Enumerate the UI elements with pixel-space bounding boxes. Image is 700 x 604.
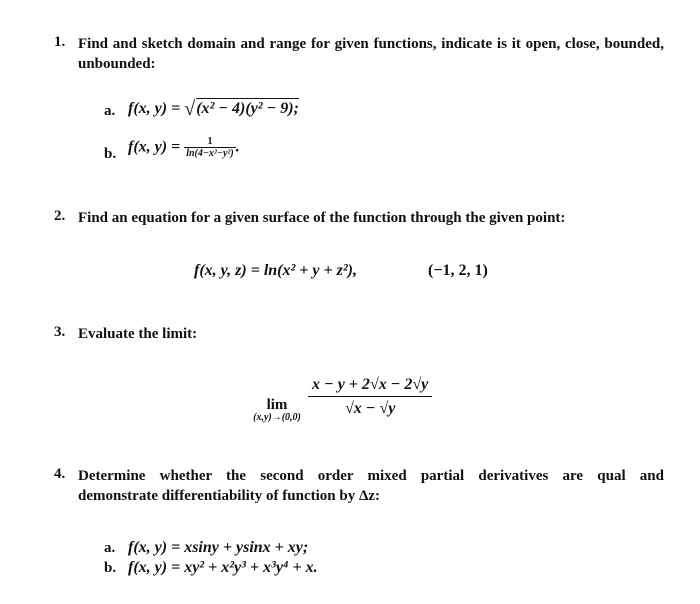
limit-denominator: √x − √y [308,396,432,418]
sqrt-symbol: √(x² − 4)(y² − 9); [184,98,299,120]
problem-3-number: 3. [54,324,66,340]
problem-1b-end: . [235,138,240,156]
limit-word: lim [266,397,288,413]
problem-1a-label: a. [104,103,116,119]
limit-numerator: x − y + 2√x − 2√y [312,376,429,393]
limit-operator [244,398,310,424]
problem-4b-label: b. [104,560,117,576]
problem-3-text: Evaluate the limit: [78,326,198,342]
problem-1b-lhs: f(x, y) = [128,138,181,156]
problem-4-text-line2: demonstrate differentiability of function by Δz: [78,488,381,504]
problem-4a-formula: f(x, y) = xsiny + ysinx + xy; [128,539,309,556]
problem-1b-formula [128,136,240,159]
problem-1-text-line2: unbounded: [78,56,156,72]
problem-4a-label: a. [104,540,116,556]
limit-subscript: (x,y)→(0,0) [253,412,301,423]
problem-1-number: 1. [54,34,66,50]
problem-1b-numerator: 1 [207,136,213,147]
problem-1b-fraction [184,136,236,159]
problem-2-point: (−1, 2, 1) [428,262,488,279]
problem-1a-radicand: (x² − 4)(y² − 9); [196,100,299,117]
problem-2-equation: f(x, y, z) = ln(x² + y + z²), [194,262,357,279]
problem-1b-label: b. [104,146,117,162]
limit-fraction [308,376,432,418]
problem-2-text: Find an equation for a given surface of the function through the given point: [78,210,566,226]
problem-1-text-line1: Find and sketch domain and range for given functions, indicate is it open, close, bounded, [78,36,664,52]
problem-1a-formula [128,98,299,121]
problem-1b-denominator: ln(4−x²−y²) [186,148,234,159]
problem-2-number: 2. [54,208,66,224]
problem-1a-lhs: f(x, y) = [128,100,181,117]
problem-4b-formula: f(x, y) = xy² + x²y³ + x³y⁴ + x. [128,559,318,576]
problem-4-number: 4. [54,466,66,482]
problem-4-text-line1: Determine whether the second order mixed partial derivatives are qual and [78,468,664,484]
